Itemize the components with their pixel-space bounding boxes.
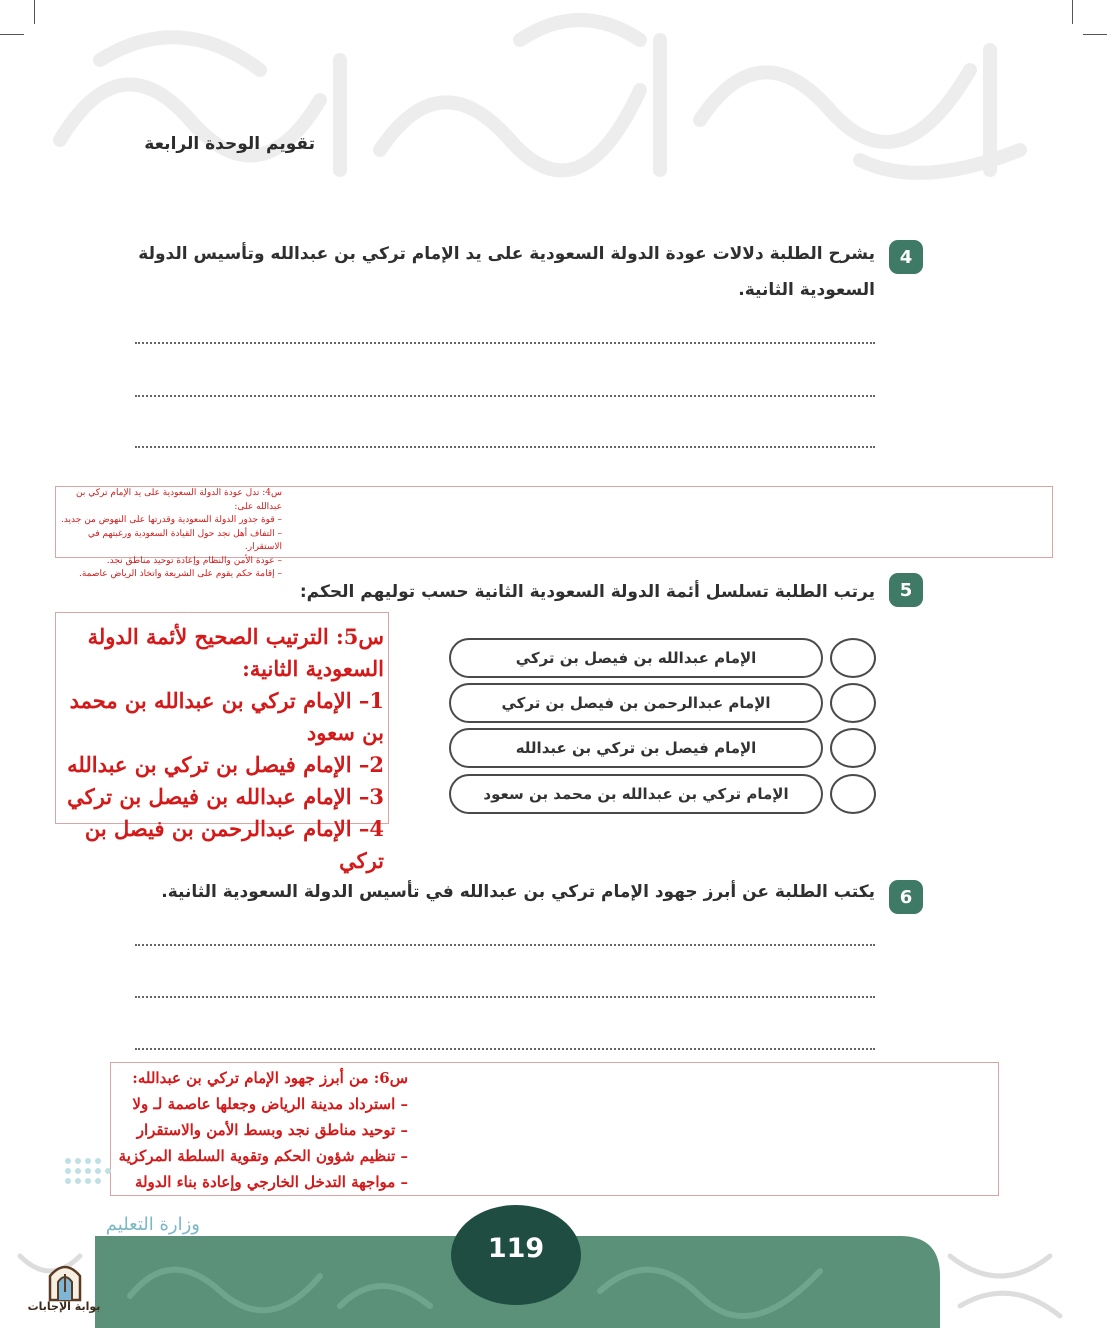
question-6-text: يكتب الطلبة عن أبرز جهود الإمام تركي بن عبدالله في تأسيس الدولة السعودية الثانية. xyxy=(161,882,875,902)
ordering-circle-1[interactable] xyxy=(830,638,876,678)
answer-line-text: 3– الإمام عبدالله بن فيصل بن تركي xyxy=(67,784,384,809)
portal-label: بوابة الإجابات xyxy=(27,1300,101,1313)
answer-line-text: – استرداد مدينة الرياض وجعلها عاصمة لـ ولا xyxy=(132,1095,408,1113)
answer-line-text: – توحيد مناطق نجد وبسط الأمن والاستقرار xyxy=(136,1121,408,1139)
answer-line-text: س6: من أبرز جهود الإمام تركي بن عبدالله: xyxy=(132,1069,408,1087)
ordering-option-3: الإمام فيصل بن تركي بن عبدالله xyxy=(449,728,823,768)
crop-mark xyxy=(1083,34,1107,35)
crop-mark xyxy=(34,0,35,24)
answer-line-text: – مواجهة التدخل الخارجي وإعادة بناء الدولة xyxy=(134,1173,408,1191)
ordering-circle-4[interactable] xyxy=(830,774,876,814)
portal-logo-icon xyxy=(40,1258,90,1302)
answer-line xyxy=(135,395,875,397)
question-6-answer-box xyxy=(110,1062,999,1196)
page-number: 119 xyxy=(487,1233,545,1264)
answer-line-text: – إقامة حكم يقوم على الشريعة واتخاذ الرياض عاصمة. xyxy=(78,569,282,579)
answer-line-text: 1– الإمام تركي بن عبدالله بن محمد بن سعود xyxy=(69,688,384,745)
answer-line xyxy=(135,944,875,946)
answer-line xyxy=(135,446,875,448)
ministry-name: وزارة التعليم xyxy=(105,1214,200,1235)
question-4-number: 4 xyxy=(889,240,923,274)
question-5-text: يرتب الطلبة تسلسل أئمة الدولة السعودية الثانية حسب توليهم الحكم: xyxy=(299,582,875,602)
answer-line xyxy=(135,996,875,998)
question-6-number: 6 xyxy=(889,880,923,914)
answer-line-text: – عودة الأمن والنظام وإعادة توحيد مناطق نجد. xyxy=(106,555,282,566)
question-4-line-2: السعودية الثانية. xyxy=(738,280,875,300)
calligraphy-background xyxy=(40,0,1070,210)
question-4-answer-box xyxy=(55,486,1053,579)
ministry-logo-icon xyxy=(62,1155,132,1191)
answer-line-text: – قوة جذور الدولة السعودية وقدرتها على النهوض من جديد. xyxy=(60,515,282,525)
answer-line-text: س4: تدل عودة الدولة السعودية على يد الإمام تركي بن عبدالله على: xyxy=(76,488,282,512)
page-number-badge xyxy=(451,1205,581,1305)
ordering-option-1: الإمام عبدالله بن فيصل بن تركي xyxy=(449,638,823,678)
answer-line-text: 2– الإمام فيصل بن تركي بن عبدالله xyxy=(67,752,384,777)
answer-line-text: 4– الإمام عبدالرحمن بن فيصل بن تركي xyxy=(84,816,384,873)
ordering-option-4: الإمام تركي بن عبدالله بن محمد بن سعود xyxy=(449,774,823,814)
crop-mark xyxy=(0,34,24,35)
answer-line-text: السعودية الثانية: xyxy=(242,656,384,681)
ordering-option-2: الإمام عبدالرحمن بن فيصل بن تركي xyxy=(449,683,823,723)
unit-title: تقويم الوحدة الرابعة xyxy=(144,134,315,154)
question-4-line-1: يشرح الطلبة دلالات عودة الدولة السعودية على يد الإمام تركي بن عبدالله وتأسيس الدولة xyxy=(138,244,875,264)
answer-line-text: س5: الترتيب الصحيح لأئمة الدولة xyxy=(87,624,384,649)
question-5-answer-box xyxy=(55,612,389,873)
answer-line xyxy=(135,1048,875,1050)
answer-line xyxy=(135,342,875,344)
crop-mark xyxy=(1072,0,1073,24)
question-5-number: 5 xyxy=(889,573,923,607)
ordering-circle-3[interactable] xyxy=(830,728,876,768)
answer-line-text: – تنظيم شؤون الحكم وتقوية السلطة المركزية xyxy=(118,1147,408,1165)
question-4-text xyxy=(135,236,875,308)
answer-line-text: – التفاف أهل نجد حول القيادة السعودية ورغبتهم في الاستقرار. xyxy=(87,528,282,552)
ordering-circle-2[interactable] xyxy=(830,683,876,723)
